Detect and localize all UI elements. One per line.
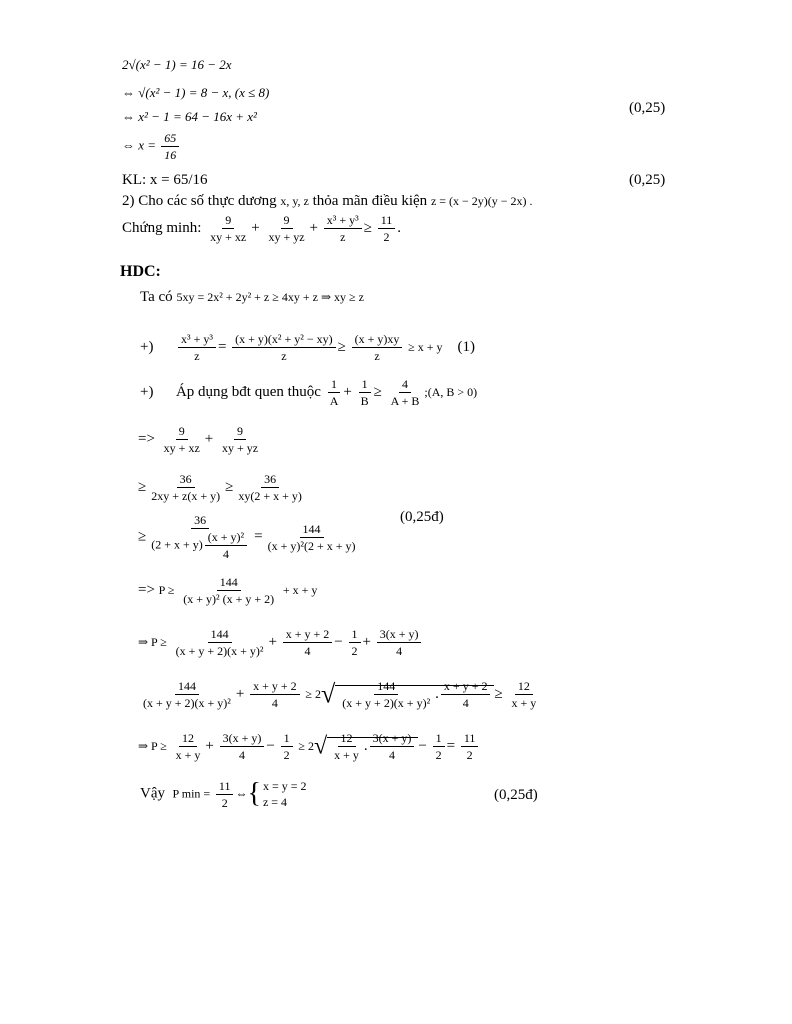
prove-label: Chứng minh: <box>122 219 202 236</box>
solution-heading: HDC: <box>120 263 161 280</box>
denominator: xy + yz <box>268 230 305 244</box>
denominator: (x + y)² (x + y + 2) <box>183 592 275 606</box>
p2-lhs: ⇒ P ≥ <box>138 634 167 649</box>
numerator: 1 <box>433 732 445 747</box>
numerator: (x + y)(x² + y² − xy) <box>232 333 335 348</box>
numerator: 11 <box>378 214 396 229</box>
prove-line: Chứng minh: $\frac{9}{xy + xz}$ + $\frac{9}{xy + yz}$ + $\frac{\text{x³ + y³}}{z}$ ≥ $\frac{11}{2}$ . <box>122 213 402 244</box>
sum-line: => $\frac{9}{xy + xz}$ + $\frac{9}{xy + yz}$ <box>138 425 263 454</box>
denominator: 2 <box>221 795 228 810</box>
numerator: 1 <box>359 378 371 393</box>
p3-sqrt: $\frac{12}{x + y}$ . $\frac{3(x + y)}{4}$ <box>327 737 418 754</box>
system-eq-1: x = y = 2 <box>262 779 307 793</box>
denominator: B <box>360 394 369 408</box>
p1-lhs: P ≥ <box>158 582 175 597</box>
denominator: 2 <box>466 748 473 762</box>
denominator: 4 <box>222 547 229 561</box>
taco-label: Ta có <box>140 289 173 305</box>
denominator: 4 <box>462 696 469 710</box>
denominator: (x + y)²(2 + x + y) <box>267 538 356 553</box>
prove-term-1 <box>207 214 249 243</box>
vay-label: Vậy <box>140 785 165 802</box>
numerator: 11 <box>216 780 234 795</box>
numerator: 12 <box>515 680 533 695</box>
score-4: (0,25đ) <box>494 787 538 803</box>
pmin-label: P min = <box>172 786 211 801</box>
p3-sq-frac-1 <box>331 732 362 761</box>
problem-statement <box>122 194 533 209</box>
numerator: 9 <box>222 214 234 229</box>
p2-frac-1 <box>173 628 267 657</box>
ge-line-1: ≥ $\frac{36}{2xy + z(x + y)}$ ≥ $\frac{36}{xy(2 + x + y)}$ <box>138 473 307 502</box>
am-sq-frac-1 <box>339 680 433 709</box>
p2-frac-3 <box>349 628 361 657</box>
step-2-label: +) <box>140 383 154 400</box>
condition-text: thỏa mãn điều kiện <box>312 193 428 209</box>
denominator: z <box>340 230 346 244</box>
p1-frac <box>180 576 277 605</box>
denominator: x + y <box>334 748 359 762</box>
numerator: (x + y)² <box>205 531 247 546</box>
denominator: 16 <box>164 148 177 162</box>
numerator: x³ + y³ <box>178 333 216 348</box>
numerator: 1 <box>328 378 340 393</box>
score-1: (0,25) <box>629 100 666 116</box>
p1-tail: + x + y <box>282 582 318 597</box>
denominator: 4 <box>239 748 245 762</box>
step-2: +) Áp dụng bđt quen thuộc $\frac{1}{A}$ + $\frac{1}{B}$ ≥ $\frac{4}{A + B}$ ;(A, B > 0) <box>140 377 478 408</box>
numerator: 36 <box>177 473 195 488</box>
prove-term-3 <box>324 214 362 243</box>
denominator: xy + yz <box>221 441 259 455</box>
fraction-65-16 <box>161 132 179 161</box>
denominator: (x + y + 2)(x + y)² <box>342 696 431 710</box>
denominator: x + y <box>175 748 201 762</box>
denominator: xy + xz <box>210 230 247 244</box>
numerator: 9 <box>281 214 293 229</box>
p3-frac-3 <box>281 732 293 761</box>
numerator: x + y + 2 <box>250 680 300 695</box>
p3-frac-4 <box>433 732 445 761</box>
eq-line-4 <box>122 132 181 161</box>
ge2-inner-frac <box>205 531 247 560</box>
problem-text: 2) Cho các số thực dương <box>122 193 277 209</box>
denominator: 2 <box>383 230 390 244</box>
problem-vars: x, y, z <box>280 194 309 208</box>
numerator: 65 <box>161 132 179 147</box>
am-sq-frac-2 <box>441 680 491 709</box>
denominator: 4 <box>396 644 403 658</box>
denominator: z <box>374 349 380 363</box>
score-2: (0,25) <box>629 172 666 188</box>
sum-frac-2 <box>219 425 261 454</box>
am-gm-line: $\frac{144}{\text{(x + y + 2)(x + y)²}}$ + $\frac{x + y + 2}{4}$ ≥ 2√ $\frac{144}{\text{(x + y + 2)(x + y)²}}$ . $\frac{x + y + 2}{4}$ ≥ $\frac{12}{x + y}$ <box>138 680 541 709</box>
numerator: 3(x + y) <box>377 628 422 643</box>
denominator: 4 <box>389 748 396 762</box>
numerator: 12 <box>338 732 356 747</box>
sum-frac-1 <box>161 425 203 454</box>
p2-frac-4 <box>377 628 422 657</box>
numerator: 1 <box>349 628 361 643</box>
numerator: 4 <box>399 378 411 393</box>
ge2-den-pre: (2 + x + y) <box>151 537 203 552</box>
p3-frac-1 <box>173 732 204 761</box>
eq-line-3: ⇔ x² − 1 = 64 − 16x + x² <box>122 109 257 124</box>
denominator: (x + y + 2)(x + y)² <box>143 696 231 710</box>
denominator: x + y <box>511 696 537 710</box>
denominator: A <box>329 394 339 408</box>
numerator: 144 <box>217 576 241 591</box>
numerator: 144 <box>175 680 199 695</box>
p3-frac-2 <box>220 732 265 761</box>
denominator: 2 <box>283 748 290 762</box>
step2-frac-3 <box>388 378 423 407</box>
denominator: z <box>194 349 200 363</box>
eq-line-2: ⇔ √(x² − 1) = 8 − x, (x ≤ 8) <box>122 85 270 100</box>
step1-tail: ≥ x + y <box>408 339 443 354</box>
numerator: 9 <box>234 425 246 440</box>
step2-tail: ;(A, B > 0) <box>424 384 478 399</box>
step1-tag: (1) <box>457 338 475 355</box>
p3-lhs: ⇒ P ≥ <box>138 738 167 753</box>
conclusion: KL: x = 65/16 <box>122 172 208 188</box>
score-3: (0,25đ) <box>400 509 444 525</box>
step2-frac-2 <box>358 378 372 407</box>
p-line-3: ⇒ P ≥ $\frac{12}{x + y}$ + $\frac{3(x + y)}{4}$ − $\frac{1}{2}$ ≥ 2√ $\frac{12}{x + y}$ . $\frac{3(x + y)}{4}$ − $\frac{1}{2}$ = $\frac{11}{2}$ <box>138 732 480 761</box>
step-1-label: +) <box>140 338 154 355</box>
p2-frac-2 <box>283 628 333 657</box>
numerator: x + y + 2 <box>441 680 491 695</box>
step1-frac-2 <box>232 333 335 362</box>
numerator: 144 <box>300 523 324 538</box>
ge1-frac-2 <box>235 473 305 502</box>
denominator: 4 <box>304 644 311 658</box>
equation-system <box>263 778 307 810</box>
p-line-1 <box>138 576 317 605</box>
denominator: 2 <box>435 748 442 762</box>
conclusion-line <box>140 778 306 810</box>
numerator: 3(x + y) <box>220 732 265 747</box>
brace-icon: { <box>247 778 261 809</box>
numerator: 144 <box>208 628 232 643</box>
numerator: 36 <box>191 514 209 529</box>
am-frac-2 <box>250 680 300 709</box>
step2-frac-1 <box>327 378 342 407</box>
am-ge: ≥ 2 <box>305 686 321 701</box>
taco-expr: 5xy = 2x² + 2y² + z ≥ 4xy + z ⇒ xy ≥ z <box>176 290 364 304</box>
denominator: 2xy + z(x + y) <box>151 489 221 503</box>
denominator: z <box>281 349 287 363</box>
numerator: 3(x + y) <box>370 732 415 747</box>
numerator: 11 <box>461 732 479 747</box>
prove-term-2 <box>265 214 307 243</box>
step-2-text: Áp dụng bđt quen thuộc <box>175 383 321 400</box>
numerator: 9 <box>176 425 188 440</box>
denominator: A + B <box>390 394 420 408</box>
step1-frac-3 <box>352 333 403 362</box>
implies-arrow: => <box>138 430 155 447</box>
am-rhs-frac <box>508 680 539 709</box>
denominator: 2 <box>351 644 358 658</box>
prove-rhs <box>378 214 396 243</box>
ge-line-2: ≥ 36 (2 + x + y) $\frac{\text{(x + y)²}}{4}$ = $\frac{144}{\text{(x + y)²(2 + x + y)}}$ <box>138 514 360 560</box>
eq-line-1: 2√(x² − 1) = 16 − 2x <box>122 57 232 72</box>
step1-frac-1 <box>178 333 216 362</box>
am-frac-1 <box>140 680 234 709</box>
iff-symbol: ⇔ <box>235 786 248 801</box>
numerator: (x + y)xy <box>352 333 403 348</box>
numerator: 1 <box>281 732 293 747</box>
numerator: x + y + 2 <box>283 628 333 643</box>
implies-arrow: => <box>138 581 155 598</box>
p-line-2: ⇒ P ≥ $\frac{144}{\text{(x + y + 2)(x + y)²}}$ + $\frac{x + y + 2}{4}$ − $\frac{1}{2}$ + $\frac{3(x + y)}{4}$ <box>138 628 423 657</box>
p3-frac-5 <box>461 732 479 761</box>
denominator: xy + xz <box>163 441 200 455</box>
am-sqrt: $\frac{144}{\text{(x + y + 2)(x + y)²}}$ . $\frac{x + y + 2}{4}$ <box>335 685 494 702</box>
step-1: +) $\frac{\text{x³ + y³}}{z}$ = $\frac{\text{(x + y)(x² + y² − xy)}}{z}$ ≥ $\frac{(x + y)xy}{z}$ ≥ x + y (1) <box>140 332 475 363</box>
denominator: (x + y + 2)(x + y)² <box>175 644 264 658</box>
taco-line <box>140 290 364 305</box>
denominator: xy(2 + x + y) <box>238 489 302 503</box>
ge2-frac <box>148 514 252 560</box>
system-eq-2: z = 4 <box>262 795 288 809</box>
eq-line-4-lhs: ⇔ x = <box>122 137 157 153</box>
numerator: 144 <box>374 680 398 695</box>
denominator <box>148 529 252 560</box>
numerator: x³ + y³ <box>324 214 362 229</box>
ge1-frac-1 <box>148 473 223 502</box>
pmin-frac <box>216 780 234 809</box>
condition-expr: z = (x − 2y)(y − 2x) . <box>430 194 533 208</box>
p3-sq-frac-2 <box>370 732 415 761</box>
numerator: 12 <box>179 732 197 747</box>
numerator: 36 <box>261 473 279 488</box>
denominator: 4 <box>271 696 278 710</box>
p3-ge: ≥ 2 <box>298 738 314 753</box>
ge2-rhs-frac <box>265 523 359 552</box>
